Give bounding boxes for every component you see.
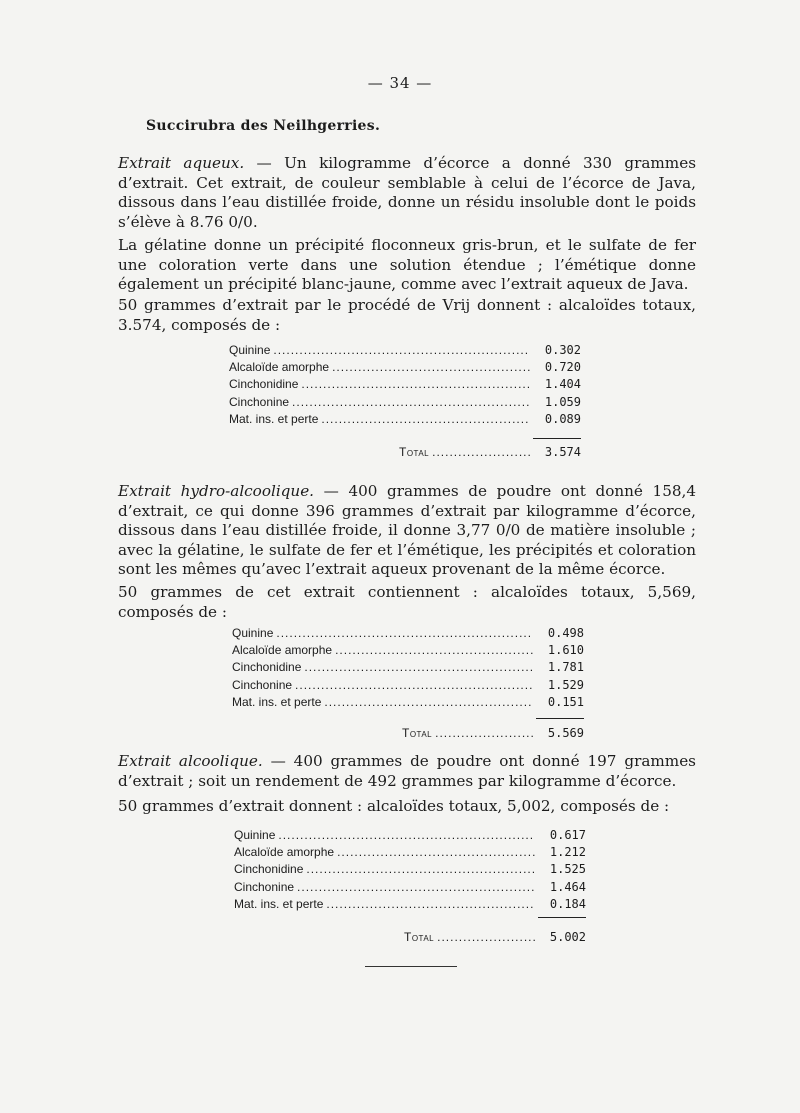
row-label: Quinine	[229, 343, 271, 357]
lead-hydro-alcoolique: Extrait hydro-alcoolique.	[118, 482, 315, 500]
table-row	[229, 360, 581, 377]
total-value: 3.574	[544, 445, 581, 459]
table-row	[234, 862, 586, 879]
total-value: 5.569	[547, 726, 584, 740]
row-value: 0.302	[544, 343, 581, 357]
row-value: 0.498	[547, 626, 584, 640]
total-row	[402, 726, 584, 740]
sum-rule	[536, 718, 584, 719]
table-row	[229, 343, 581, 360]
row-value: 0.089	[544, 411, 581, 426]
paragraph-gelatine: La gélatine donne un précipité floconneux gris-brun, et le sulfate de fer une coloration verte dans une solution étendue ; l’émétique donne également un précipité blanc-jaune, comme avec l’extrait aqueux de Java.	[118, 236, 696, 294]
total-value: 5.002	[549, 930, 586, 944]
row-value: 1.781	[547, 660, 584, 675]
row-label: Cinchonidine	[234, 862, 304, 877]
row-label: Quinine	[232, 626, 274, 640]
row-value: 0.151	[547, 694, 584, 709]
page-number: — 34 —	[367, 74, 433, 92]
row-value: 1.610	[547, 643, 584, 658]
table-row	[234, 880, 586, 897]
paragraph-vrij: 50 grammes d’extrait par le procédé de Vrij donnent : alcaloïdes totaux, 3.574, composés de :	[118, 296, 696, 334]
row-value: 1.529	[547, 677, 584, 692]
row-label: Mat. ins. et perte	[232, 694, 322, 709]
row-label: Mat. ins. et perte	[229, 411, 319, 426]
row-label: Mat. ins. et perte	[234, 896, 324, 911]
row-label: Cinchonine	[232, 677, 293, 692]
table-row	[232, 695, 584, 712]
row-value: 0.720	[544, 360, 581, 375]
row-label: Cinchonine	[234, 879, 295, 894]
row-value: 1.059	[544, 394, 581, 409]
table-row	[234, 828, 586, 845]
section-heading: Succirubra des Neilhgerries.	[146, 118, 381, 134]
lead-extrait-aqueux: Extrait aqueux.	[118, 154, 245, 172]
table-row	[232, 626, 584, 643]
row-label: Alcaloïde amorphe	[232, 643, 333, 658]
row-value: 1.212	[549, 845, 586, 860]
row-label: Alcaloïde amorphe	[229, 360, 330, 375]
table-row	[234, 897, 586, 914]
table-row	[232, 660, 584, 677]
table-row	[232, 643, 584, 660]
row-label: Cinchonidine	[232, 660, 302, 675]
composition-table-hydro	[232, 626, 584, 751]
total-row	[399, 445, 581, 459]
total-label: Total	[402, 726, 433, 740]
row-value: 1.404	[544, 377, 581, 392]
text-extrait-aqueux: — Un kilogramme d’écorce a donné 330 grammes d’extrait. Cet extrait, de couleur semblable à celui de l’écorce de Java, dissous dans l’eau distillée froide, donne un résidu insoluble dont le poids s’élève à 8.76 0/0.	[118, 154, 696, 231]
row-value: 0.617	[549, 828, 586, 842]
table-row	[229, 377, 581, 394]
paragraph-composition-alcool: 50 grammes d’extrait donnent : alcaloïdes totaux, 5,002, composés de :	[118, 797, 670, 815]
paragraph-extrait-aqueux	[118, 154, 696, 232]
row-label: Alcaloïde amorphe	[234, 845, 335, 860]
row-value: 0.184	[549, 896, 586, 911]
paragraph-alcoolique	[118, 752, 696, 791]
table-row	[229, 395, 581, 412]
lead-alcoolique: Extrait alcoolique.	[118, 752, 263, 770]
text-hydro-alcoolique: — 400 grammes de poudre ont donné 158,4 d’extrait, ce qui donne 396 grammes d’extrait par kilogramme d’écorce, dissous dans l’eau distillée froide, il donne 3,77 0/0 de matière insoluble ; avec la gélatine, le sulfate de fer et l’émétique, les précipités et coloration sont les mêmes qu’avec l’extrait aqueux provenant de la même écorce.	[118, 482, 697, 579]
paragraph-hydro-alcoolique	[118, 482, 696, 580]
table-row	[232, 678, 584, 695]
row-label: Cinchonidine	[229, 377, 299, 392]
row-value: 1.464	[549, 879, 586, 894]
end-rule	[365, 966, 457, 967]
table-row	[234, 845, 586, 862]
sum-rule	[533, 438, 581, 439]
paragraph-composition-hydro: 50 grammes de cet extrait contiennent : alcaloïdes totaux, 5,569, composés de :	[118, 583, 696, 621]
row-label: Quinine	[234, 828, 276, 842]
total-label: Total	[399, 445, 430, 459]
row-label: Cinchonine	[229, 394, 290, 409]
composition-table-alcool	[234, 828, 586, 953]
table-row	[229, 412, 581, 429]
total-row	[404, 930, 586, 944]
text-alcoolique: — 400 grammes de poudre ont donné 197 grammes d’extrait ; soit un rendement de 492 grammes par kilogramme d’écorce.	[118, 752, 696, 790]
total-label: Total	[404, 930, 435, 944]
composition-table-aqueux	[229, 343, 581, 468]
sum-rule	[538, 917, 586, 918]
row-value: 1.525	[549, 862, 586, 877]
